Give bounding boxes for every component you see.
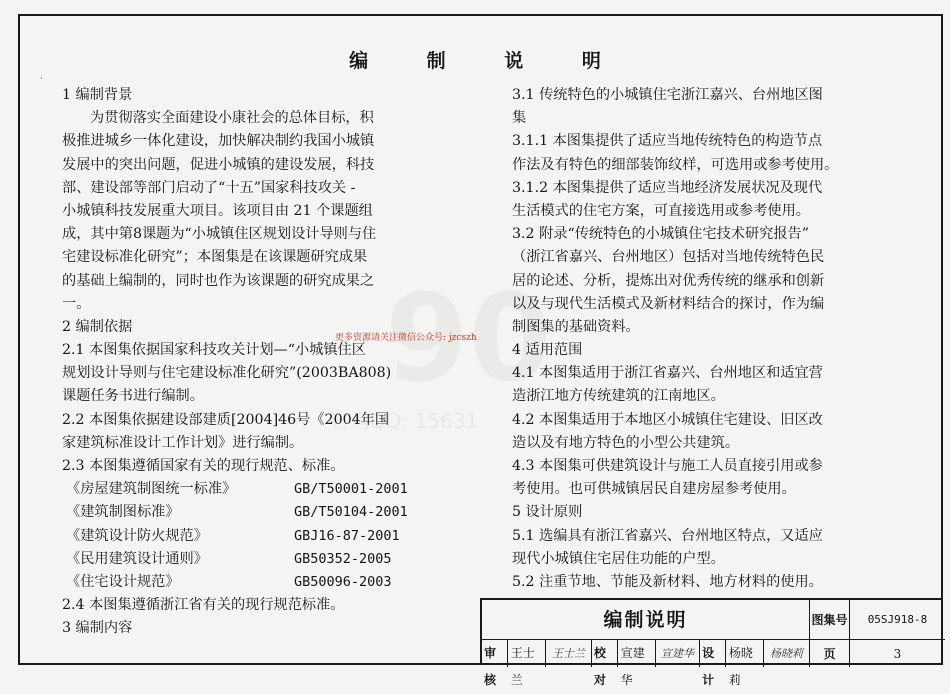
left-column [62,84,478,641]
page-label: 页 [810,640,850,667]
left-line: 1 编制背景 [62,87,133,103]
right-line: 5 设计原则 [512,504,583,521]
atlas-number: 05SJ918-8 [850,600,945,640]
left-text-lines [62,84,478,478]
right-line: 作法及有特色的细部装饰纹样，可选用或参考使用。 [512,156,839,173]
left-line: 成，其中第8课题为“小城镇住区规划设计导则与住 [62,226,377,243]
right-line: （浙江省嘉兴、台州地区）包括对当地传统特色民 [512,249,825,266]
right-line: 生活模式的住宅方案，可直接选用或参考使用。 [512,202,810,219]
left-line: 3 编制内容 [62,620,133,637]
left-line: 课题任务书进行编制。 [62,388,204,405]
standard-row [62,571,478,594]
left-line: 发展中的突出问题，促进小城镇的建设发展，科技 [62,156,375,173]
left-line: 的基础上编制的，同时也作为该课题的研究成果之 [62,272,375,289]
right-line: 5.1 选编具有浙江省嘉兴、台州地区特点，又适应 [512,527,823,544]
standard-name: 《建筑制图标准》 [66,504,180,521]
left-line: 宅建设标准化研究”；本图集是在该课题研究成果 [62,249,368,266]
right-line: 造以及有地方特色的小型公共建筑。 [512,434,740,451]
right-line: 4.2 本图集适用于本地区小城镇住宅建设、旧区改 [512,411,823,428]
review-label: 审核 [482,640,508,667]
standard-name: 《民用建筑设计通则》 [66,550,208,567]
standard-row [62,525,478,548]
right-line: 造浙江地方传统建筑的江南地区。 [512,388,725,405]
reviewer-signature: 王士兰 [546,640,592,667]
right-line: 现代小城镇住宅居住功能的户型。 [512,550,725,567]
right-line: 4.1 本图集适用于浙江省嘉兴、台州地区和适宜营 [512,365,823,382]
standard-name: 《建筑设计防火规范》 [66,527,208,544]
watermark-text: 更多资源请关注微信公众号: jzcszh [335,333,477,343]
left-tail-lines [62,594,478,640]
left-line: 2 编制依据 [62,318,133,335]
right-line: 集 [512,110,527,127]
title-block [480,598,943,687]
right-text-lines [512,84,890,594]
right-line: 制图集的基础资料。 [512,318,640,335]
right-line: 5.2 注重节地、节能及新材料、地方材料的使用。 [512,573,823,590]
right-column [512,84,890,594]
right-line: 3.1.1 本图集提供了适应当地传统特色的构造节点 [512,133,823,150]
title-block-name: 编制说明 [482,600,810,640]
standard-code: GB50096-2003 [294,573,392,590]
right-line: 考使用。也可供城镇居民自建房屋参考使用。 [512,481,796,498]
standards-list [62,478,478,594]
standard-code: GB/T50001-2001 [294,481,408,498]
right-line: 4.3 本图集可供建筑设计与施工人员直接引用或参 [512,458,823,474]
left-line: 2.2 本图集依据建设部建质[2004]46号《2004年国 [62,411,390,428]
design-label: 设计 [700,640,726,667]
check-label: 校对 [592,640,618,667]
standard-name: 《房屋建筑制图统一标准》 [66,481,237,498]
margin-mark: · [40,74,43,83]
right-line: 以及与现代生活模式及新材料结合的探讨，作为编 [512,295,825,312]
left-line: 2.3 本图集遵循国家有关的现行规范、标准。 [62,458,345,474]
standard-row [62,478,478,501]
standard-name: 《住宅设计规范》 [66,573,180,590]
left-line: 为贯彻落实全面建设小康社会的总体目标，积 [90,110,374,127]
checker-signature: 宣建华 [656,640,700,667]
left-line: 部、建设部等部门启动了“十五”国家科技攻关 - [62,179,356,196]
left-line: 2.4 本图集遵循浙江省有关的现行规范标准。 [62,597,345,614]
signature-row [482,640,810,687]
standard-code: GBJ16-87-2001 [294,527,400,544]
page-title: 编 制 说 明 [349,50,627,72]
standard-row [62,548,478,571]
checker-name: 宣建华 [618,640,656,667]
watermark-number: 咨询QQ: 15631 [330,409,479,433]
page-number: 3 [893,646,902,661]
left-line: 规划设计导则与住宅建设标准化研究”(2003BA808) [62,365,392,382]
right-line: 3.2 附录“传统特色的小城镇住宅技术研究报告” [512,226,809,243]
right-line: 居的论述、分析，提炼出对优秀传统的继承和创新 [512,272,825,289]
left-line: 家建筑标准设计工作计划》进行编制。 [62,434,304,451]
reviewer-name: 王士兰 [508,640,546,667]
designer-signature: 杨晓莉 [770,647,804,660]
left-line: 小城镇科技发展重大项目。该项目由 21 个课题组 [62,202,373,219]
left-line: 一。 [62,295,91,312]
left-line: 2.1 本图集依据国家科技攻关计划—“小城镇住区 [62,342,366,359]
standard-code: GB/T50104-2001 [294,504,408,521]
right-line: 3.1 传统特色的小城镇住宅浙江嘉兴、台州地区图 [512,87,823,103]
right-line: 4 适用范围 [512,342,583,359]
right-line: 3.1.2 本图集提供了适应当地经济发展状况及现代 [512,179,823,196]
standard-code: GB50352-2005 [294,550,392,567]
designer-name: 杨晓莉 [726,640,764,667]
left-line: 极推进城乡一体化建设，加快解决制约我国小城镇 [62,133,375,150]
standard-row [62,501,478,524]
atlas-label: 图集号 [810,600,850,640]
